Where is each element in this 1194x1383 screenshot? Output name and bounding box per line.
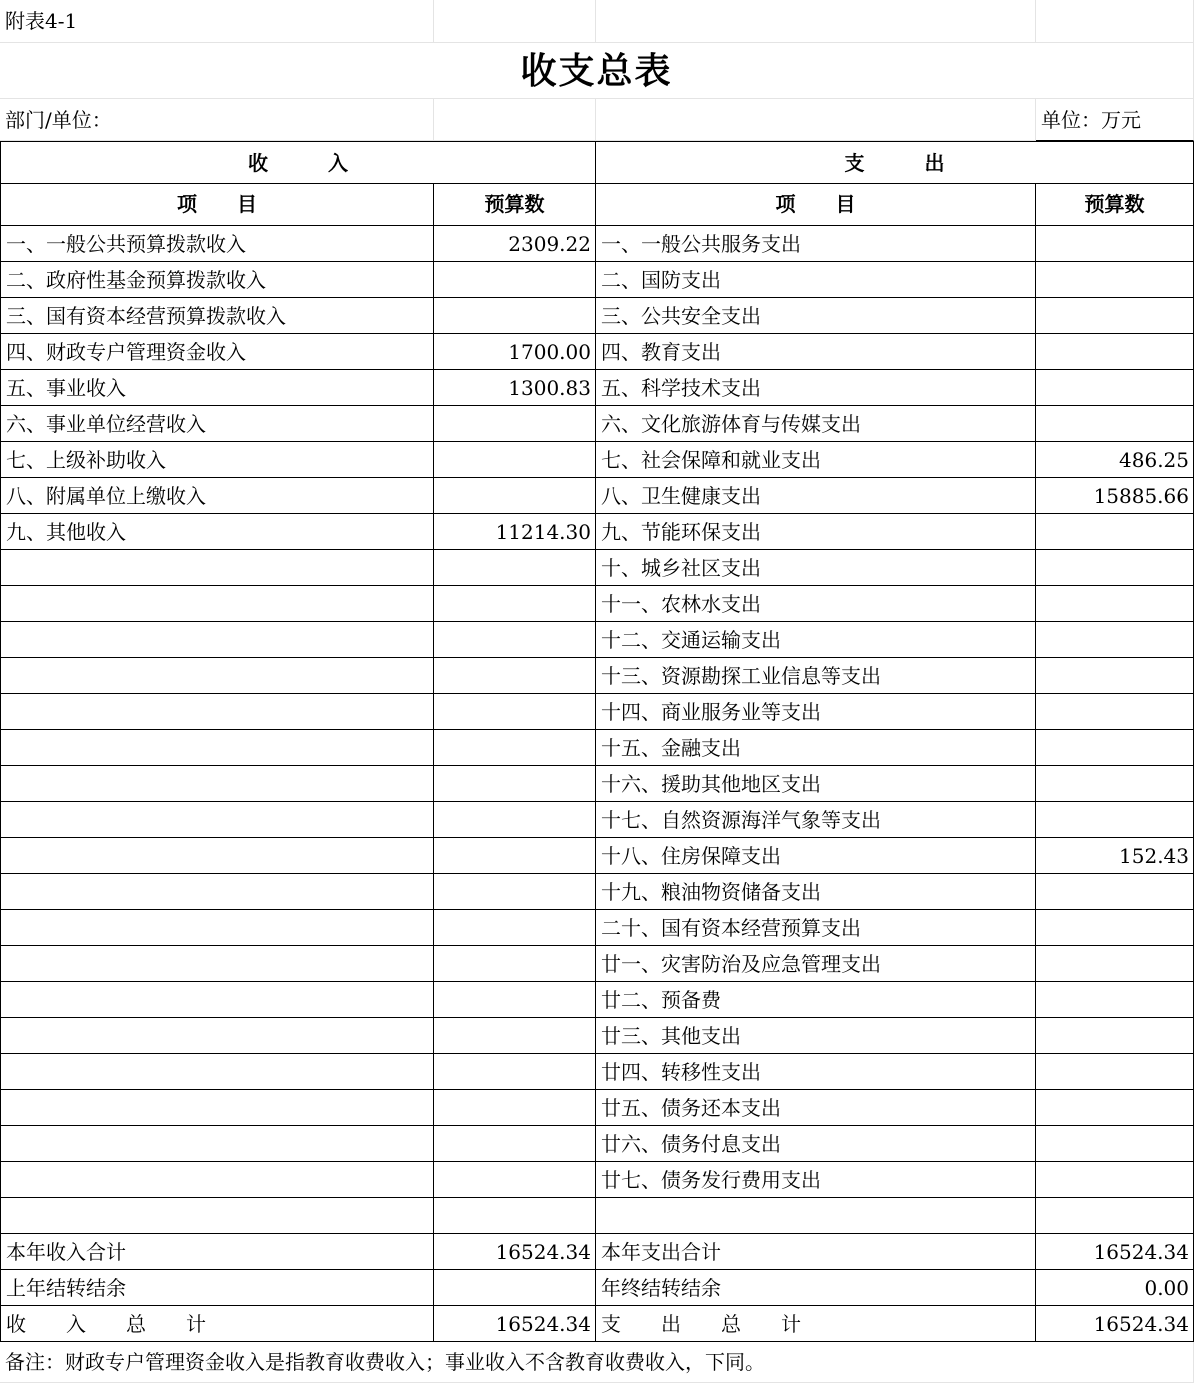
income-item-cell	[0, 1090, 434, 1126]
expense-item-cell: 十五、金融支出	[596, 730, 1036, 766]
table-row	[0, 730, 1194, 766]
empty-cell	[596, 0, 1036, 43]
income-budget-cell	[434, 406, 596, 442]
income-item-cell	[0, 910, 434, 946]
income-item-header: 项 目	[0, 183, 434, 226]
expense-item-cell: 廿一、灾害防治及应急管理支出	[596, 946, 1036, 982]
income-budget-cell	[434, 262, 596, 298]
income-budget-cell: 16524.34	[434, 1306, 596, 1342]
income-item-cell	[0, 874, 434, 910]
empty-cell	[1036, 0, 1194, 43]
expense-budget-cell	[1036, 1018, 1194, 1054]
expense-budget-cell	[1036, 1126, 1194, 1162]
footer-note: 备注：财政专户管理资金收入是指教育收费收入；事业收入不含教育收费收入，下同。	[0, 1342, 1194, 1383]
table-row	[0, 802, 1194, 838]
page-title: 收支总表	[0, 43, 1194, 99]
expense-item-cell	[596, 1198, 1036, 1234]
expense-budget-cell	[1036, 982, 1194, 1018]
income-item-cell	[0, 694, 434, 730]
income-budget-cell	[434, 1162, 596, 1198]
income-item-cell	[0, 1162, 434, 1198]
income-item-cell	[0, 838, 434, 874]
table-row	[0, 442, 1194, 478]
income-budget-cell: 1300.83	[434, 370, 596, 406]
income-budget-cell	[434, 766, 596, 802]
expense-item-cell: 三、公共安全支出	[596, 298, 1036, 334]
income-budget-cell: 2309.22	[434, 226, 596, 262]
expense-budget-cell: 15885.66	[1036, 478, 1194, 514]
income-item-cell: 八、附属单位上缴收入	[0, 478, 434, 514]
income-budget-cell	[434, 1054, 596, 1090]
income-budget-header: 预算数	[434, 183, 596, 226]
expense-item-cell: 八、卫生健康支出	[596, 478, 1036, 514]
expense-budget-cell: 16524.34	[1036, 1306, 1194, 1342]
table-row	[0, 514, 1194, 550]
income-budget-cell	[434, 298, 596, 334]
income-item-cell	[0, 586, 434, 622]
income-budget-cell: 1700.00	[434, 334, 596, 370]
expense-budget-cell: 16524.34	[1036, 1234, 1194, 1270]
expense-item-cell: 廿六、债务付息支出	[596, 1126, 1036, 1162]
expense-budget-cell	[1036, 1054, 1194, 1090]
income-item-cell: 一、一般公共预算拨款收入	[0, 226, 434, 262]
income-item-cell: 三、国有资本经营预算拨款收入	[0, 298, 434, 334]
table-row	[0, 1090, 1194, 1126]
income-item-cell	[0, 802, 434, 838]
table-row	[0, 1306, 1194, 1342]
expense-item-cell: 七、社会保障和就业支出	[596, 442, 1036, 478]
income-budget-cell	[434, 838, 596, 874]
expense-item-cell: 二、国防支出	[596, 262, 1036, 298]
department-label: 部门/单位：	[0, 99, 434, 141]
table-row	[0, 226, 1194, 262]
footer-row	[0, 1342, 1194, 1383]
expense-budget-cell	[1036, 730, 1194, 766]
table-row	[0, 334, 1194, 370]
income-budget-cell	[434, 622, 596, 658]
income-item-cell: 上年结转结余	[0, 1270, 434, 1306]
expense-item-cell: 十四、商业服务业等支出	[596, 694, 1036, 730]
expense-budget-cell	[1036, 406, 1194, 442]
empty-cell	[596, 99, 1036, 141]
expense-item-cell: 廿二、预备费	[596, 982, 1036, 1018]
expense-item-cell: 二十、国有资本经营预算支出	[596, 910, 1036, 946]
expense-budget-cell	[1036, 802, 1194, 838]
expense-item-cell: 十、城乡社区支出	[596, 550, 1036, 586]
table-row	[0, 910, 1194, 946]
expense-budget-cell	[1036, 658, 1194, 694]
table-row	[0, 406, 1194, 442]
table-row	[0, 1234, 1194, 1270]
unit-label: 单位：万元	[1036, 99, 1194, 141]
table-row	[0, 1126, 1194, 1162]
expense-budget-header: 预算数	[1036, 183, 1194, 226]
income-budget-cell	[434, 586, 596, 622]
income-budget-cell	[434, 550, 596, 586]
attachment-label: 附表4-1	[0, 0, 434, 43]
income-item-cell: 二、政府性基金预算拨款收入	[0, 262, 434, 298]
table-row	[0, 370, 1194, 406]
income-budget-cell	[434, 478, 596, 514]
expense-budget-cell	[1036, 1198, 1194, 1234]
table-row	[0, 1054, 1194, 1090]
income-budget-cell: 11214.30	[434, 514, 596, 550]
sheet-top-row	[0, 0, 1194, 43]
income-item-cell	[0, 658, 434, 694]
expense-budget-cell	[1036, 586, 1194, 622]
expense-item-cell: 廿五、债务还本支出	[596, 1090, 1036, 1126]
income-budget-cell	[434, 442, 596, 478]
income-budget-cell	[434, 874, 596, 910]
expense-item-cell: 本年支出合计	[596, 1234, 1036, 1270]
income-item-cell: 本年收入合计	[0, 1234, 434, 1270]
table-row	[0, 1270, 1194, 1306]
column-header-row	[0, 183, 1194, 226]
income-budget-cell	[434, 694, 596, 730]
meta-row	[0, 99, 1194, 141]
expense-item-cell: 十二、交通运输支出	[596, 622, 1036, 658]
table-row	[0, 874, 1194, 910]
table-row	[0, 550, 1194, 586]
expense-budget-cell	[1036, 514, 1194, 550]
income-item-cell	[0, 766, 434, 802]
title-row	[0, 43, 1194, 99]
income-budget-cell	[434, 802, 596, 838]
expense-item-cell: 十八、住房保障支出	[596, 838, 1036, 874]
table-row	[0, 586, 1194, 622]
expense-item-cell: 十三、资源勘探工业信息等支出	[596, 658, 1036, 694]
income-item-cell: 七、上级补助收入	[0, 442, 434, 478]
expense-budget-cell	[1036, 910, 1194, 946]
income-budget-cell	[434, 1090, 596, 1126]
income-item-cell	[0, 730, 434, 766]
income-group-header: 收 入	[0, 142, 596, 184]
income-item-cell	[0, 1126, 434, 1162]
income-budget-cell	[434, 1126, 596, 1162]
expense-budget-cell	[1036, 298, 1194, 334]
expense-budget-cell	[1036, 622, 1194, 658]
expense-item-cell: 六、文化旅游体育与传媒支出	[596, 406, 1036, 442]
table-row	[0, 478, 1194, 514]
income-budget-cell	[434, 910, 596, 946]
income-item-cell: 收 入 总 计	[0, 1306, 434, 1342]
income-budget-cell	[434, 1018, 596, 1054]
income-item-cell: 九、其他收入	[0, 514, 434, 550]
table-row	[0, 766, 1194, 802]
table-row	[0, 946, 1194, 982]
expense-budget-cell	[1036, 550, 1194, 586]
income-item-cell: 六、事业单位经营收入	[0, 406, 434, 442]
expense-budget-cell	[1036, 694, 1194, 730]
income-item-cell	[0, 1018, 434, 1054]
income-item-cell	[0, 946, 434, 982]
expense-item-cell: 十一、农林水支出	[596, 586, 1036, 622]
expense-budget-cell: 0.00	[1036, 1270, 1194, 1306]
expense-item-header: 项 目	[596, 183, 1036, 226]
income-item-cell	[0, 982, 434, 1018]
empty-cell	[434, 0, 596, 43]
table-row	[0, 1018, 1194, 1054]
expense-budget-cell	[1036, 262, 1194, 298]
expense-item-cell: 五、科学技术支出	[596, 370, 1036, 406]
expense-budget-cell	[1036, 874, 1194, 910]
expense-budget-cell: 486.25	[1036, 442, 1194, 478]
income-budget-cell	[434, 658, 596, 694]
income-item-cell: 四、财政专户管理资金收入	[0, 334, 434, 370]
expense-budget-cell	[1036, 334, 1194, 370]
income-item-cell	[0, 550, 434, 586]
empty-cell	[434, 99, 596, 141]
table-row	[0, 1198, 1194, 1234]
expense-item-cell: 廿七、债务发行费用支出	[596, 1162, 1036, 1198]
expense-budget-cell	[1036, 226, 1194, 262]
table-row	[0, 694, 1194, 730]
income-item-cell	[0, 622, 434, 658]
income-budget-cell	[434, 730, 596, 766]
table-row	[0, 982, 1194, 1018]
income-budget-cell: 16524.34	[434, 1234, 596, 1270]
table-row	[0, 298, 1194, 334]
expense-budget-cell	[1036, 766, 1194, 802]
expense-item-cell: 年终结转结余	[596, 1270, 1036, 1306]
table-row	[0, 622, 1194, 658]
expense-budget-cell: 152.43	[1036, 838, 1194, 874]
expense-item-cell: 一、一般公共服务支出	[596, 226, 1036, 262]
expense-budget-cell	[1036, 370, 1194, 406]
expense-budget-cell	[1036, 1162, 1194, 1198]
income-budget-cell	[434, 946, 596, 982]
expense-item-cell: 支 出 总 计	[596, 1306, 1036, 1342]
table-row	[0, 262, 1194, 298]
expense-item-cell: 廿三、其他支出	[596, 1018, 1036, 1054]
expense-budget-cell	[1036, 1090, 1194, 1126]
expense-item-cell: 十七、自然资源海洋气象等支出	[596, 802, 1036, 838]
expense-item-cell: 十六、援助其他地区支出	[596, 766, 1036, 802]
expense-item-cell: 廿四、转移性支出	[596, 1054, 1036, 1090]
expense-budget-cell	[1036, 946, 1194, 982]
income-budget-cell	[434, 1270, 596, 1306]
table-row	[0, 1162, 1194, 1198]
table-row	[0, 838, 1194, 874]
expense-item-cell: 四、教育支出	[596, 334, 1036, 370]
expense-item-cell: 十九、粮油物资储备支出	[596, 874, 1036, 910]
table-row	[0, 658, 1194, 694]
income-item-cell: 五、事业收入	[0, 370, 434, 406]
income-budget-cell	[434, 1198, 596, 1234]
expense-item-cell: 九、节能环保支出	[596, 514, 1036, 550]
income-budget-cell	[434, 982, 596, 1018]
group-header-row	[0, 141, 1194, 184]
expense-group-header: 支 出	[596, 142, 1194, 184]
income-item-cell	[0, 1198, 434, 1234]
income-item-cell	[0, 1054, 434, 1090]
